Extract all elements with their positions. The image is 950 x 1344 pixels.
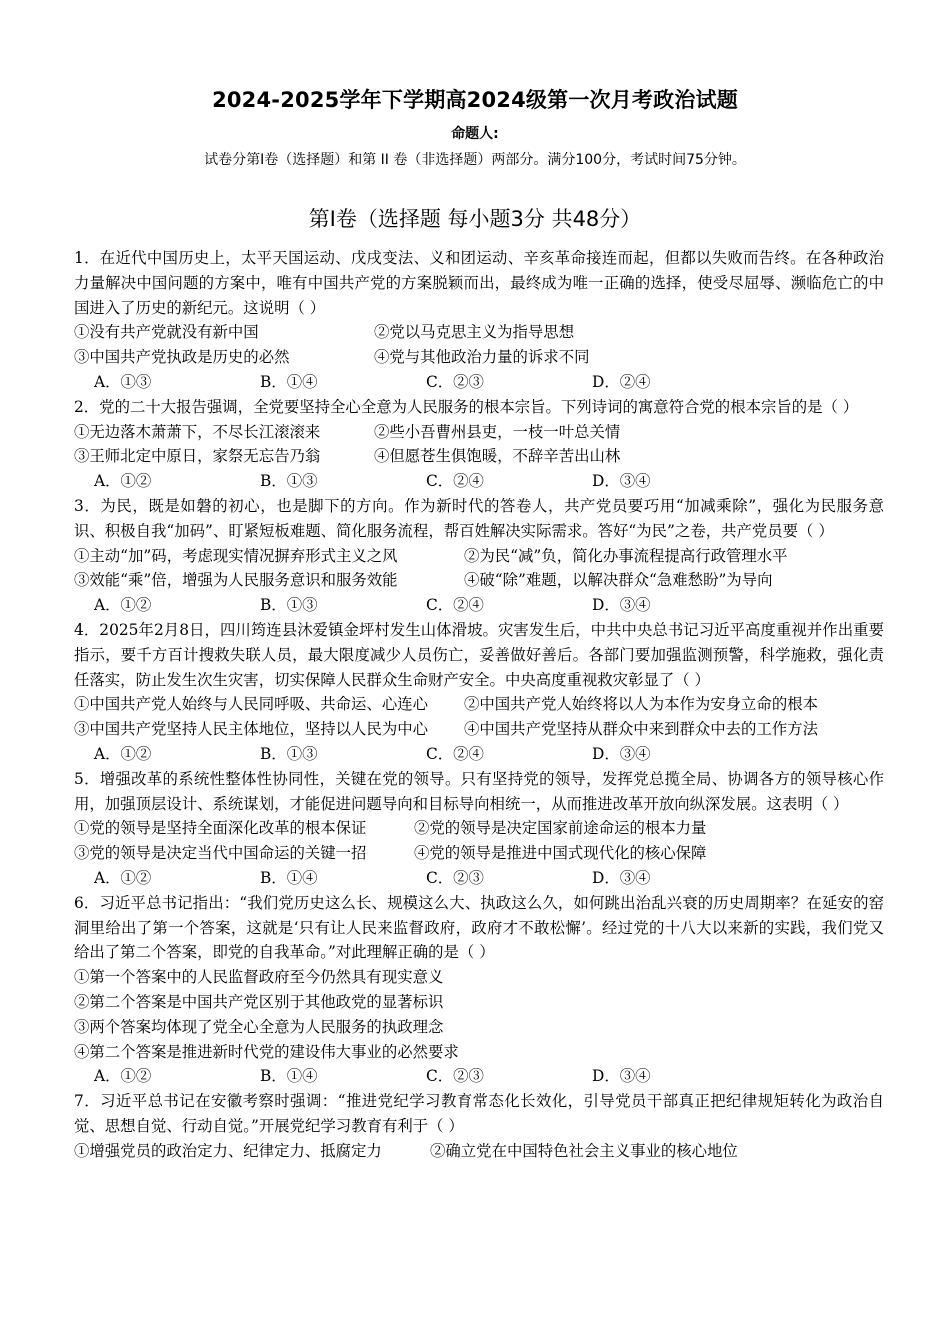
- option: ④党与其他政治力量的诉求不同: [374, 348, 590, 367]
- choice-b: B．①③: [260, 596, 318, 615]
- choice-c: C．②④: [426, 744, 484, 763]
- option: ④中国共产党坚持从群众中来到群众中去的工作方法: [464, 720, 818, 739]
- option: ④破“除”难题，以解决群众“急难愁盼”为导向: [464, 571, 773, 590]
- option: ④第二个答案是推进新时代党的建设伟大事业的必然要求: [74, 1042, 459, 1061]
- choice-b: B．①④: [260, 1067, 318, 1086]
- option: ①主动“加”码，考虑现实情况摒弃形式主义之风: [74, 546, 398, 565]
- choice-c: C．②④: [426, 472, 484, 491]
- choice-d: D．③④: [592, 868, 651, 887]
- choice-d: D．③④: [592, 472, 651, 491]
- option: ①增强党员的政治定力、纪律定力、抵腐定力: [74, 1141, 382, 1160]
- question-1: [74, 246, 884, 395]
- option: ②确立党在中国特色社会主义事业的核心地位: [430, 1141, 738, 1160]
- option: ②些小吾曹州县吏，一枝一叶总关情: [374, 422, 621, 441]
- exam-intro: 试卷分第Ⅰ卷（选择题）和第 II 卷（非选择题）两部分。满分100分，考试时间75分钟。: [204, 152, 746, 168]
- choice-c: C．②④: [426, 596, 484, 615]
- option: ②党以马克思主义为指导思想: [374, 323, 575, 342]
- author-line: 命题人:: [451, 126, 499, 142]
- option: ④但愿苍生俱饱暖，不辞辛苦出山林: [374, 447, 621, 466]
- option: ①党的领导是坚持全面深化改革的根本保证: [74, 819, 367, 838]
- option: ①无边落木萧萧下，不尽长江滚滚来: [74, 422, 321, 441]
- question-stem: 3．为民，既是如磐的初心，也是脚下的方向。作为新时代的答卷人，共产党员要巧用“加减乘除”，强化为民服务意识、积极自我“加码”、盯紧短板难题、简化服务流程，帮百姓解决实际需求。答好“为民”之卷，共产党员要（ ）: [74, 496, 884, 540]
- option: ③效能“乘”倍，增强为人民服务意识和服务效能: [74, 571, 398, 590]
- question-5: [74, 767, 884, 891]
- choice-b: B．①④: [260, 372, 318, 391]
- question-6: [74, 891, 884, 1089]
- option: ③两个答案均体现了党全心全意为人民服务的执政理念: [74, 1017, 444, 1036]
- question-3: [74, 494, 884, 618]
- option: ②中国共产党人始终将以人为本作为安身立命的根本: [464, 695, 818, 714]
- choice-d: D．②④: [592, 372, 651, 391]
- answer-choices: [74, 1064, 884, 1089]
- choice-a: A．①③: [94, 372, 152, 391]
- answer-choices: [74, 593, 884, 618]
- choice-c: C．②③: [426, 1067, 484, 1086]
- choice-d: D．③④: [592, 1067, 651, 1086]
- question-2: [74, 395, 884, 494]
- question-7: [74, 1089, 884, 1163]
- choice-a: A．①②: [94, 744, 152, 763]
- option: ③中国共产党坚持人民主体地位，坚持以人民为中心: [74, 720, 428, 739]
- choice-b: B．①③: [260, 472, 318, 491]
- option: ①第一个答案中的人民监督政府至今仍然具有现实意义: [74, 968, 444, 987]
- option: ③中国共产党执政是历史的必然: [74, 348, 290, 367]
- answer-choices: [74, 469, 884, 494]
- question-list: [74, 246, 884, 1163]
- section-heading: 第Ⅰ卷（选择题 每小题3分 共48分）: [308, 207, 642, 231]
- choice-c: C．②③: [426, 868, 484, 887]
- answer-choices: [74, 370, 884, 395]
- exam-title: 2024-2025学年下学期高2024级第一次月考政治试题: [212, 88, 738, 112]
- choice-a: A．①②: [94, 1067, 152, 1086]
- choice-d: D．③④: [592, 744, 651, 763]
- choice-a: A．①②: [94, 596, 152, 615]
- choice-b: B．①③: [260, 744, 318, 763]
- choice-a: A．①②: [94, 472, 152, 491]
- question-4: [74, 618, 884, 767]
- question-stem: 2．党的二十大报告强调，全党要坚持全心全意为人民服务的根本宗旨。下列诗词的寓意符合党的根本宗旨的是（ ）: [74, 397, 859, 416]
- option: ②党的领导是决定国家前途命运的根本力量: [414, 819, 707, 838]
- choice-b: B．①④: [260, 868, 318, 887]
- option: ③党的领导是决定当代中国命运的关键一招: [74, 844, 367, 863]
- question-stem: 7．习近平总书记在安徽考察时强调：“推进党纪学习教育常态化长效化，引导党员干部真正把纪律规矩转化为政治自觉、思想自觉、行动自觉。”开展党纪学习教育有利于（ ）: [74, 1092, 884, 1135]
- choice-c: C．②③: [426, 372, 484, 391]
- option: ③王师北定中原日，家祭无忘告乃翁: [74, 447, 321, 466]
- question-stem: 1．在近代中国历史上，太平天国运动、戊戌变法、义和团运动、辛亥革命接连而起，但都以失败而告终。在各种政治力量解决中国问题的方案中，唯有中国共产党的方案脱颖而出，最终成为唯一正确的选择，使受尽屈辱、濒临危亡的中国进入了历史的新纪元。这说明（ ）: [74, 249, 884, 317]
- option: ④党的领导是推进中国式现代化的核心保障: [414, 844, 707, 863]
- option: ②第二个答案是中国共产党区别于其他政党的显著标识: [74, 992, 444, 1011]
- option: ②为民“减”负，简化办事流程提高行政管理水平: [464, 546, 788, 565]
- question-stem: 4．2025年2月8日，四川筠连县沐爱镇金坪村发生山体滑坡。灾害发生后，中共中央总书记习近平高度重视并作出重要指示，要千方百计搜救失联人员，最大限度减少人员伤亡，妥善做好善后。各部门要加强监测预警，科学施救，强化责任落实，防止发生次生灾害，切实保障人民群众生命财产安全。中央高度重视救灾彰显了（ ）: [74, 620, 884, 689]
- answer-choices: [74, 866, 884, 891]
- option: ①中国共产党人始终与人民同呼吸、共命运、心连心: [74, 695, 428, 714]
- option: ①没有共产党就没有新中国: [74, 323, 259, 342]
- question-stem: 5．增强改革的系统性整体性协同性，关键在党的领导。只有坚持党的领导，发挥党总揽全局、协调各方的领导核心作用，加强顶层设计、系统谋划，才能促进问题导向和目标导向相统一，从而推进改革开放向纵深发展。这表明（ ）: [74, 769, 884, 813]
- choice-d: D．③④: [592, 596, 651, 615]
- choice-a: A．①②: [94, 868, 152, 887]
- answer-choices: [74, 742, 884, 767]
- question-stem: 6．习近平总书记指出：“我们党历史这么长、规模这么大、执政这么久，如何跳出治乱兴衰的历史周期率？在延安的窑洞里给出了第一个答案，这就是‘只有让人民来监督政府，政府才不敢松懈’。经过党的十八大以来新的实践，我们党又给出了第二个答案，即党的自我革命。”对此理解正确的是（ ）: [74, 893, 884, 962]
